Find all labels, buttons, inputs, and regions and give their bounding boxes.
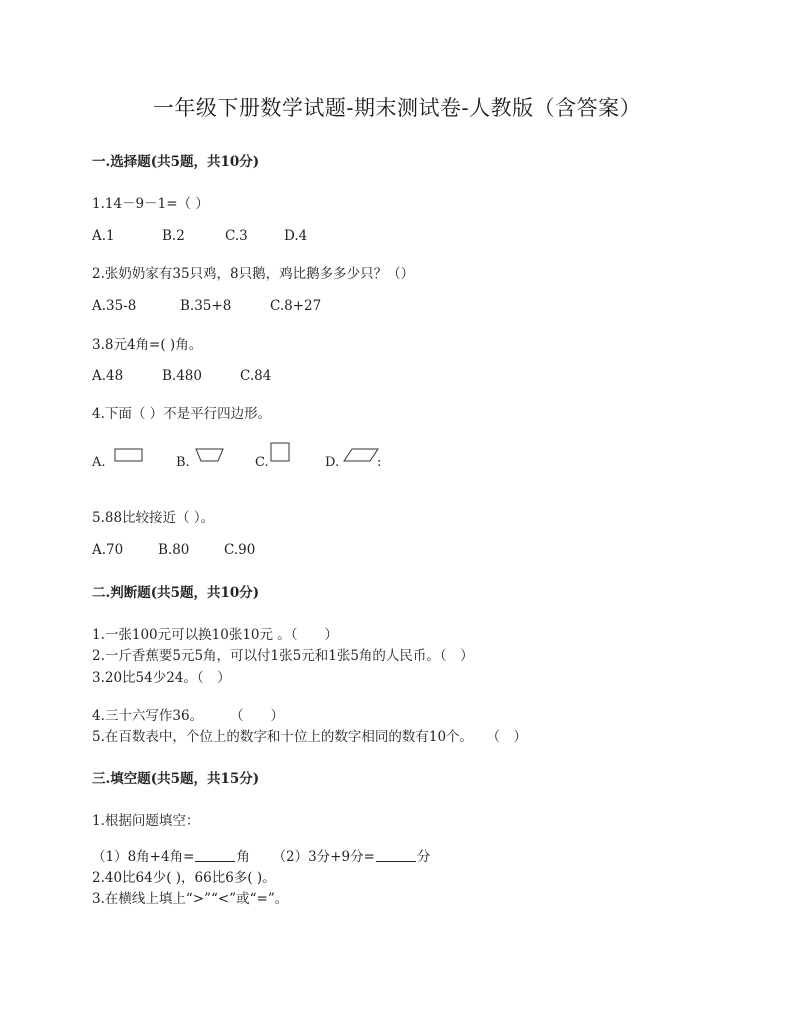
page-title: 一年级下册数学试题-期末测试卷-人教版（含答案） bbox=[152, 96, 642, 120]
question-5-option-a: A.70 bbox=[92, 542, 124, 558]
question-4-option-c bbox=[255, 446, 305, 468]
fill-question-1-text: 1.根据问题填空： bbox=[92, 813, 200, 829]
option-d-label: D. bbox=[325, 455, 340, 470]
fill-blank-1[interactable] bbox=[195, 849, 235, 862]
judgement-item-5: 5.在百数表中，个位上的数字和十位上的数字相同的数有10个。 （ ） bbox=[92, 729, 528, 745]
section-heading-fill: 三.填空题(共5题，共15分) bbox=[92, 771, 260, 787]
judgement-item-1: 1.一张100元可以换10张10元 。（ ） bbox=[92, 627, 339, 643]
question-1-option-d: D.4 bbox=[284, 228, 308, 244]
question-3-option-a: A.48 bbox=[92, 368, 124, 384]
question-1-option-a: A.1 bbox=[92, 228, 115, 244]
parallelogram-shape-icon bbox=[342, 446, 380, 464]
question-5-option-b: B.80 bbox=[158, 542, 190, 558]
question-4-option-d bbox=[325, 446, 395, 468]
judgement-item-3: 3.20比54少24。（ ） bbox=[92, 670, 231, 686]
question-4-option-b bbox=[176, 446, 236, 468]
question-2-option-a: A.35-8 bbox=[92, 298, 137, 314]
fill-part-1-prefix: （1）8角+4角= bbox=[92, 849, 195, 865]
fill-part-2-prefix: （2）3分+9分= bbox=[272, 849, 375, 865]
question-2-option-b: B.35+8 bbox=[180, 298, 232, 314]
question-3-option-c: C.84 bbox=[240, 368, 272, 384]
question-1-option-b: B.2 bbox=[162, 228, 185, 244]
question-2-option-c: C.8+27 bbox=[270, 298, 322, 314]
question-1-text: 1.14－9－1=（ ） bbox=[92, 196, 209, 212]
judgement-item-2: 2.一斤香蕉要5元5角，可以付1张5元和1张5角的人民币。（ ） bbox=[92, 648, 474, 664]
rectangle-shape-icon bbox=[114, 446, 144, 464]
option-a-label: A. bbox=[92, 455, 106, 470]
option-c-label: C. bbox=[255, 455, 269, 470]
question-3-option-b: B.480 bbox=[162, 368, 202, 384]
question-4-text: 4.下面（ ）不是平行四边形。 bbox=[92, 406, 272, 422]
option-d-suffix: : bbox=[377, 455, 382, 470]
question-3-text: 3.8元4角=( )角。 bbox=[92, 337, 203, 353]
fill-question-1-parts bbox=[92, 845, 430, 865]
option-b-label: B. bbox=[176, 455, 190, 470]
fill-part-1-unit: 角 bbox=[236, 849, 250, 865]
section-heading-choice: 一.选择题(共5题，共10分) bbox=[92, 154, 260, 170]
trapezoid-shape-icon bbox=[194, 446, 226, 464]
question-1-option-c: C.3 bbox=[225, 228, 248, 244]
section-heading-judgement: 二.判断题(共5题，共10分) bbox=[92, 585, 260, 601]
judgement-item-4: 4.三十六写作36。 （ ） bbox=[92, 708, 285, 724]
question-2-text: 2.张奶奶家有35只鸡，8只鹅，鸡比鹅多多少只？（） bbox=[92, 266, 415, 282]
fill-question-3-text: 3.在横线上填上“>”“<”或“=”。 bbox=[92, 891, 289, 907]
question-5-text: 5.88比较接近（ ）。 bbox=[92, 510, 215, 526]
question-4-option-a bbox=[92, 446, 152, 468]
fill-blank-2[interactable] bbox=[376, 849, 416, 862]
fill-question-2-text: 2.40比64少( )，66比6多( )。 bbox=[92, 870, 276, 886]
square-shape-icon bbox=[270, 442, 292, 464]
question-5-option-c: C.90 bbox=[224, 542, 256, 558]
fill-part-2-unit: 分 bbox=[416, 849, 431, 865]
